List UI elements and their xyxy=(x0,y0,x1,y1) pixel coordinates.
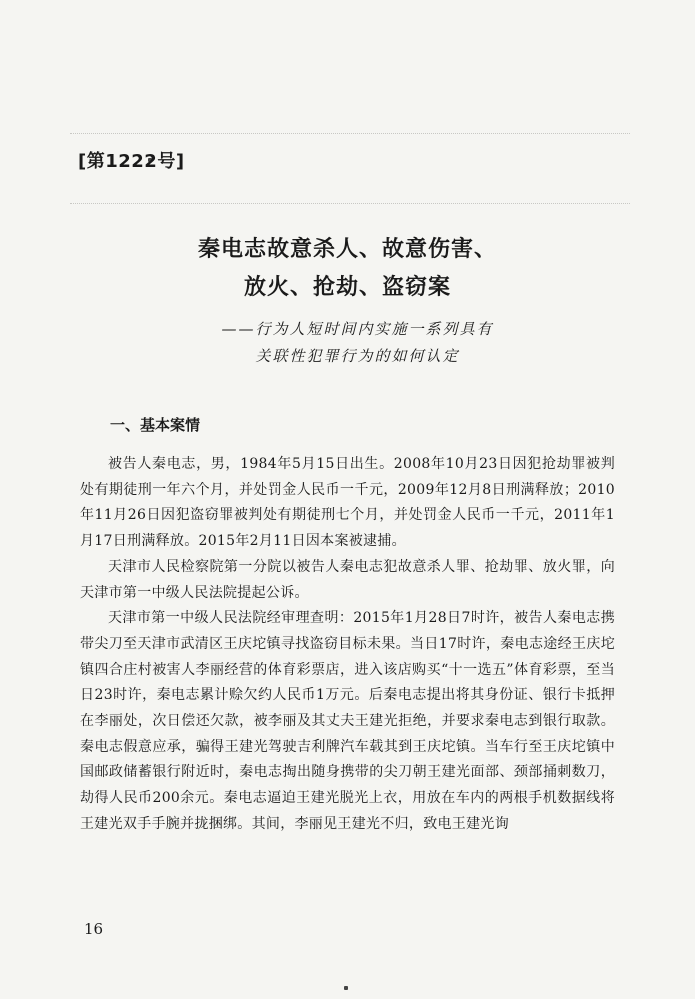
section-heading: 一、基本案情 xyxy=(110,416,201,434)
page-texture xyxy=(70,133,630,134)
paragraph: 天津市第一中级人民法院经审理查明：2015年1月28日7时许，被告人秦电志携带尖刀至天津市武清区王庆坨镇寻找盗窃目标未果。当日17时许，秦电志途经王庆坨镇四合庄村被害人李丽经营的体育彩票店，进入该店购买“十一选五”体育彩票，至当日23时许，秦电志累计赊欠约人民币1万元。后秦电志提出将其身份证、银行卡抵押在李丽处，次日偿还欠款，被李丽及其丈夫王建光拒绝，并要求秦电志到银行取款。秦电志假意应承，骗得王建光驾驶吉利牌汽车载其到王庆坨镇。当车行至王庆坨镇中国邮政储蓄银行附近时，秦电志掏出随身携带的尖刀朝王建光面部、颈部捅刺数刀，劫得人民币200余元。秦电志逼迫王建光脱光上衣，用放在车内的两根手机数据线将王建光双手手腕并拢捆绑。其间，李丽见王建光不归，致电王建光询 xyxy=(80,610,615,832)
page-number: 16 xyxy=(84,920,104,938)
subtitle-line2: 关联性犯罪行为的如何认定 xyxy=(255,347,460,365)
subtitle-line1: ——行为人短时间内实施一系列具有 xyxy=(221,320,494,338)
paragraph: 被告人秦电志，男，1984年5月15日出生。2008年10月23日因犯抢劫罪被判处有期徒刑一年六个月，并处罚金人民币一千元，2009年12月8日刑满释放；2010年11月26日因犯盗窃罪被判处有期徒刑七个月，并处罚金人民币一千元，2011年1月17日刑满释放。2015年2月11日因本案被逮捕。 xyxy=(80,456,615,550)
case-title-line2: 放火、抢劫、盗窃案 xyxy=(243,274,451,300)
paragraph: 天津市人民检察院第一分院以被告人秦电志犯故意杀人罪、抢劫罪、放火罪，向天津市第一中级人民法院提起公诉。 xyxy=(80,558,615,601)
body-text xyxy=(80,452,615,838)
case-title-line1: 秦电志故意杀人、故意伤害、 xyxy=(197,236,497,262)
ink-speck xyxy=(344,986,348,990)
page-texture xyxy=(70,203,630,204)
case-number: [第1222号] xyxy=(78,151,185,172)
